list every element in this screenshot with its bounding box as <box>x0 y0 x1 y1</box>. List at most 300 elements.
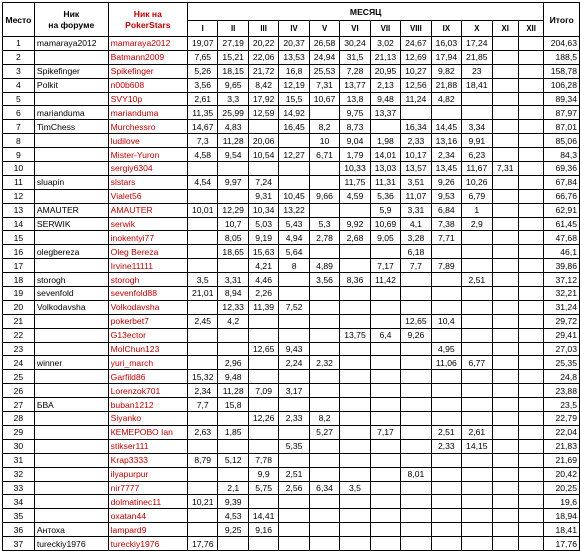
month-value-cell: 11,31 <box>370 175 400 189</box>
month-value-cell: 21,13 <box>370 50 400 64</box>
month-value-cell: 10,45 <box>279 189 309 203</box>
header-pokerstars-nick <box>108 3 187 37</box>
month-value-cell <box>340 509 370 523</box>
month-value-cell <box>309 175 339 189</box>
month-value-cell <box>431 370 461 384</box>
month-value-cell <box>431 467 461 481</box>
month-value-cell <box>492 328 518 342</box>
month-value-cell: 13,03 <box>370 162 400 176</box>
month-value-cell: 4,58 <box>188 148 218 162</box>
forum-nick-cell <box>34 509 108 523</box>
forum-nick-cell: mamaraya2012 <box>34 37 108 51</box>
month-value-cell: 2,33 <box>279 412 309 426</box>
month-value-cell: 7,52 <box>279 300 309 314</box>
month-value-cell: 1 <box>462 203 492 217</box>
month-value-cell <box>518 287 544 301</box>
month-value-cell <box>401 287 431 301</box>
month-value-cell <box>518 203 544 217</box>
place-cell: 37 <box>3 537 35 551</box>
place-cell: 25 <box>3 370 35 384</box>
month-value-cell <box>309 106 339 120</box>
month-value-cell: 15,63 <box>248 245 278 259</box>
month-value-cell: 21,01 <box>188 287 218 301</box>
pokerstars-nick-cell: yuri_march <box>108 356 187 370</box>
month-value-cell <box>279 453 309 467</box>
table-row <box>3 217 580 231</box>
month-value-cell <box>462 453 492 467</box>
month-value-cell <box>518 453 544 467</box>
month-value-cell: 25,53 <box>309 64 339 78</box>
month-value-cell: 9,48 <box>218 370 248 384</box>
month-value-cell <box>340 203 370 217</box>
month-value-cell <box>370 300 400 314</box>
pokerstars-nick-cell: stikser111 <box>108 439 187 453</box>
total-cell: 23,5 <box>544 398 580 412</box>
place-cell: 21 <box>3 314 35 328</box>
month-value-cell: 8,2 <box>309 120 339 134</box>
month-value-cell: 5,36 <box>370 189 400 203</box>
month-value-cell: 12,65 <box>248 342 278 356</box>
month-value-cell: 4,54 <box>188 175 218 189</box>
month-value-cell: 15,5 <box>279 92 309 106</box>
month-value-cell: 20,37 <box>279 37 309 51</box>
month-value-cell: 5,35 <box>279 439 309 453</box>
total-cell: 87,01 <box>544 120 580 134</box>
month-value-cell <box>309 162 339 176</box>
month-value-cell: 9,48 <box>370 92 400 106</box>
month-value-cell <box>188 231 218 245</box>
place-cell: 28 <box>3 412 35 426</box>
month-value-cell <box>218 259 248 273</box>
pokerstars-nick-cell: serwik <box>108 217 187 231</box>
month-value-cell: 21,88 <box>431 78 461 92</box>
month-value-cell: 2,61 <box>462 425 492 439</box>
table-row <box>3 453 580 467</box>
month-value-cell: 2,78 <box>309 231 339 245</box>
month-value-cell <box>401 523 431 537</box>
month-value-cell <box>401 439 431 453</box>
header-month-5: V <box>309 21 339 37</box>
month-value-cell: 10,34 <box>248 203 278 217</box>
month-value-cell <box>401 453 431 467</box>
total-cell: 47,68 <box>544 231 580 245</box>
month-value-cell <box>492 231 518 245</box>
month-value-cell <box>188 342 218 356</box>
month-value-cell: 7,65 <box>188 50 218 64</box>
month-value-cell <box>279 134 309 148</box>
month-value-cell <box>492 300 518 314</box>
month-value-cell <box>462 259 492 273</box>
place-cell: 29 <box>3 425 35 439</box>
forum-nick-cell <box>34 314 108 328</box>
month-value-cell: 3,02 <box>370 37 400 51</box>
month-value-cell <box>309 370 339 384</box>
month-value-cell: 16,45 <box>279 120 309 134</box>
table-row <box>3 384 580 398</box>
month-value-cell: 2,26 <box>248 287 278 301</box>
header-forum-nick <box>34 3 108 37</box>
month-value-cell <box>492 189 518 203</box>
month-value-cell <box>431 245 461 259</box>
table-row <box>3 120 580 134</box>
month-value-cell: 4,59 <box>340 189 370 203</box>
month-value-cell <box>462 537 492 551</box>
month-value-cell <box>248 314 278 328</box>
table-row <box>3 134 580 148</box>
forum-nick-cell <box>34 481 108 495</box>
total-cell: 84,3 <box>544 148 580 162</box>
forum-nick-cell: Polkit <box>34 78 108 92</box>
month-value-cell <box>340 495 370 509</box>
month-value-cell <box>492 64 518 78</box>
header-month-3: III <box>248 21 278 37</box>
table-row <box>3 64 580 78</box>
table-row <box>3 495 580 509</box>
month-value-cell: 2,34 <box>431 148 461 162</box>
place-cell: 22 <box>3 328 35 342</box>
month-value-cell: 14,01 <box>370 148 400 162</box>
month-value-cell <box>492 509 518 523</box>
place-cell: 26 <box>3 384 35 398</box>
month-value-cell: 10,01 <box>188 203 218 217</box>
month-value-cell: 10,67 <box>309 92 339 106</box>
total-cell: 32,21 <box>544 287 580 301</box>
month-value-cell: 9,26 <box>401 328 431 342</box>
forum-nick-cell <box>34 370 108 384</box>
month-value-cell: 13,57 <box>401 162 431 176</box>
month-value-cell <box>462 245 492 259</box>
month-value-cell <box>340 356 370 370</box>
month-value-cell <box>492 384 518 398</box>
month-value-cell <box>309 453 339 467</box>
month-value-cell: 25,99 <box>218 106 248 120</box>
month-value-cell: 4,21 <box>248 259 278 273</box>
forum-nick-cell <box>34 148 108 162</box>
month-value-cell <box>340 398 370 412</box>
month-value-cell <box>340 370 370 384</box>
month-value-cell <box>462 287 492 301</box>
pokerstars-nick-cell: marianduma <box>108 106 187 120</box>
month-value-cell <box>370 509 400 523</box>
month-value-cell: 2,24 <box>279 356 309 370</box>
month-value-cell <box>462 495 492 509</box>
month-value-cell <box>279 537 309 551</box>
month-value-cell: 9,05 <box>370 231 400 245</box>
forum-nick-cell: sevenfold <box>34 287 108 301</box>
month-value-cell: 3,31 <box>218 273 248 287</box>
month-value-cell: 2,51 <box>431 425 461 439</box>
month-value-cell: 30,24 <box>340 37 370 51</box>
month-value-cell <box>462 328 492 342</box>
month-value-cell: 4,94 <box>279 231 309 245</box>
table-row <box>3 439 580 453</box>
total-cell: 87,97 <box>544 106 580 120</box>
month-value-cell: 2,13 <box>370 78 400 92</box>
month-value-cell: 13,45 <box>431 162 461 176</box>
month-value-cell: 2,32 <box>309 356 339 370</box>
month-value-cell: 1,98 <box>370 134 400 148</box>
place-cell: 24 <box>3 356 35 370</box>
month-value-cell <box>188 481 218 495</box>
month-value-cell <box>218 162 248 176</box>
month-value-cell <box>248 162 278 176</box>
month-value-cell <box>518 300 544 314</box>
month-value-cell <box>431 328 461 342</box>
month-value-cell: 8,01 <box>401 467 431 481</box>
table-row <box>3 175 580 189</box>
month-value-cell: 18,41 <box>462 78 492 92</box>
month-value-cell <box>340 523 370 537</box>
pokerstars-nick-cell: sevenfold88 <box>108 287 187 301</box>
month-value-cell: 6,84 <box>431 203 461 217</box>
month-value-cell: 24,67 <box>401 37 431 51</box>
month-value-cell: 12,26 <box>248 412 278 426</box>
month-value-cell: 9,31 <box>248 189 278 203</box>
month-value-cell: 15,21 <box>218 50 248 64</box>
month-value-cell: 2,34 <box>188 384 218 398</box>
month-value-cell: 5,26 <box>188 64 218 78</box>
pokerstars-nick-cell: ilyapurpur <box>108 467 187 481</box>
place-cell: 27 <box>3 398 35 412</box>
month-value-cell <box>248 439 278 453</box>
month-value-cell <box>401 384 431 398</box>
table-row <box>3 398 580 412</box>
month-value-cell <box>492 259 518 273</box>
table-row <box>3 189 580 203</box>
header-place: Место <box>3 3 35 37</box>
month-value-cell: 2,33 <box>401 134 431 148</box>
month-value-cell <box>188 217 218 231</box>
table-row <box>3 259 580 273</box>
month-value-cell <box>309 537 339 551</box>
month-value-cell <box>279 398 309 412</box>
month-value-cell <box>279 509 309 523</box>
forum-nick-cell <box>34 231 108 245</box>
month-value-cell: 5,3 <box>309 217 339 231</box>
month-value-cell: 23 <box>462 64 492 78</box>
month-value-cell <box>518 273 544 287</box>
place-cell: 32 <box>3 467 35 481</box>
forum-nick-cell: olegbereza <box>34 245 108 259</box>
total-cell: 23,88 <box>544 384 580 398</box>
month-value-cell <box>431 300 461 314</box>
month-value-cell <box>492 245 518 259</box>
month-value-cell <box>518 495 544 509</box>
total-cell: 18,41 <box>544 523 580 537</box>
month-value-cell <box>401 537 431 551</box>
month-value-cell: 11,75 <box>340 175 370 189</box>
month-value-cell: 4,2 <box>218 314 248 328</box>
pokerstars-nick-cell: Oleg Bereza <box>108 245 187 259</box>
pokerstars-nick-cell: Batmann2009 <box>108 50 187 64</box>
month-value-cell <box>370 342 400 356</box>
month-value-cell <box>492 425 518 439</box>
month-value-cell <box>218 328 248 342</box>
month-value-cell <box>188 439 218 453</box>
month-value-cell <box>309 398 339 412</box>
month-value-cell <box>370 439 400 453</box>
month-value-cell: 2,51 <box>279 467 309 481</box>
month-value-cell <box>309 439 339 453</box>
month-value-cell <box>370 287 400 301</box>
pokerstars-nick-cell: AMAUTER <box>108 203 187 217</box>
month-value-cell <box>492 148 518 162</box>
table-row <box>3 314 580 328</box>
month-value-cell <box>518 231 544 245</box>
place-cell: 15 <box>3 231 35 245</box>
month-value-cell: 6,77 <box>462 356 492 370</box>
month-value-cell: 13,8 <box>340 92 370 106</box>
month-value-cell <box>462 523 492 537</box>
month-value-cell <box>188 356 218 370</box>
month-value-cell <box>188 328 218 342</box>
header-month-9: IX <box>431 21 461 37</box>
pokerstars-nick-cell: Volkodavsha <box>108 300 187 314</box>
pokerstars-nick-cell: Mister-Yuron <box>108 148 187 162</box>
table-row <box>3 245 580 259</box>
table-row <box>3 287 580 301</box>
pokerstars-nick-cell: Siyanko <box>108 412 187 426</box>
pokerstars-nick-cell: storogh <box>108 273 187 287</box>
month-value-cell <box>340 537 370 551</box>
month-value-cell: 14,15 <box>462 439 492 453</box>
pokerstars-nick-cell: Spikefinger <box>108 64 187 78</box>
month-value-cell: 8,2 <box>309 412 339 426</box>
month-value-cell <box>492 356 518 370</box>
month-value-cell: 11,28 <box>218 384 248 398</box>
place-cell: 31 <box>3 453 35 467</box>
month-value-cell <box>492 412 518 426</box>
month-value-cell: 5,03 <box>248 217 278 231</box>
month-value-cell: 3,5 <box>340 481 370 495</box>
month-value-cell: 7,31 <box>492 162 518 176</box>
month-value-cell <box>279 314 309 328</box>
forum-nick-cell: marianduma <box>34 106 108 120</box>
month-value-cell <box>218 412 248 426</box>
month-value-cell <box>492 287 518 301</box>
place-cell: 9 <box>3 148 35 162</box>
month-value-cell <box>518 342 544 356</box>
month-value-cell <box>462 342 492 356</box>
month-value-cell <box>492 92 518 106</box>
table-row <box>3 328 580 342</box>
month-value-cell <box>370 481 400 495</box>
pokerstars-nick-cell: lampard9 <box>108 523 187 537</box>
place-cell: 1 <box>3 37 35 51</box>
total-cell: 188,5 <box>544 50 580 64</box>
table-row <box>3 523 580 537</box>
month-value-cell: 13,22 <box>279 203 309 217</box>
month-value-cell: 15,32 <box>188 370 218 384</box>
forum-nick-cell <box>34 328 108 342</box>
month-value-cell: 5,12 <box>218 453 248 467</box>
month-value-cell <box>340 412 370 426</box>
month-value-cell <box>518 481 544 495</box>
month-value-cell: 6,79 <box>462 189 492 203</box>
month-value-cell <box>492 523 518 537</box>
month-value-cell <box>340 467 370 481</box>
table-row <box>3 78 580 92</box>
month-value-cell <box>518 245 544 259</box>
month-value-cell: 9,75 <box>340 106 370 120</box>
forum-nick-cell <box>34 342 108 356</box>
month-value-cell: 14,45 <box>431 120 461 134</box>
pokerstars-nick-cell: Murchessro <box>108 120 187 134</box>
month-value-cell: 9,91 <box>462 134 492 148</box>
table-row <box>3 273 580 287</box>
month-value-cell <box>492 342 518 356</box>
month-value-cell <box>309 467 339 481</box>
total-cell: 89,34 <box>544 92 580 106</box>
month-value-cell: 7,38 <box>431 217 461 231</box>
table-row <box>3 106 580 120</box>
month-value-cell: 2,56 <box>279 481 309 495</box>
pokerstars-nick-cell: pokerbet7 <box>108 314 187 328</box>
month-value-cell <box>492 134 518 148</box>
month-value-cell: 9,9 <box>248 467 278 481</box>
month-value-cell <box>279 273 309 287</box>
table-row <box>3 203 580 217</box>
month-value-cell: 4,46 <box>248 273 278 287</box>
header-month-7: VII <box>370 21 400 37</box>
month-value-cell <box>462 314 492 328</box>
month-value-cell <box>492 78 518 92</box>
month-value-cell <box>279 425 309 439</box>
month-value-cell <box>492 273 518 287</box>
month-value-cell: 12,33 <box>218 300 248 314</box>
month-value-cell: 8,73 <box>340 120 370 134</box>
place-cell: 10 <box>3 162 35 176</box>
month-value-cell <box>518 328 544 342</box>
month-value-cell: 7,7 <box>401 259 431 273</box>
month-value-cell <box>188 259 218 273</box>
month-value-cell: 10,7 <box>218 217 248 231</box>
month-value-cell: 10,26 <box>462 175 492 189</box>
month-value-cell: 12,19 <box>279 78 309 92</box>
month-value-cell <box>309 523 339 537</box>
month-value-cell: 2,51 <box>462 273 492 287</box>
month-value-cell <box>401 425 431 439</box>
results-table <box>2 2 580 551</box>
month-value-cell: 21,72 <box>248 64 278 78</box>
place-cell: 2 <box>3 50 35 64</box>
pokerstars-nick-cell: SVY10p <box>108 92 187 106</box>
month-value-cell <box>518 398 544 412</box>
table-row <box>3 425 580 439</box>
place-cell: 13 <box>3 203 35 217</box>
total-cell: 37,12 <box>544 273 580 287</box>
month-value-cell <box>248 328 278 342</box>
month-value-cell <box>492 50 518 64</box>
month-value-cell <box>431 287 461 301</box>
pokerstars-nick-cell: inokentyi77 <box>108 231 187 245</box>
month-value-cell: 13,53 <box>279 50 309 64</box>
month-value-cell <box>370 495 400 509</box>
table-row <box>3 148 580 162</box>
place-cell: 16 <box>3 245 35 259</box>
month-value-cell <box>188 412 218 426</box>
forum-nick-cell: TimChess <box>34 120 108 134</box>
month-value-cell: 8,05 <box>218 231 248 245</box>
month-value-cell: 8,42 <box>248 78 278 92</box>
month-value-cell: 24,94 <box>309 50 339 64</box>
forum-nick-cell: Volkodavsha <box>34 300 108 314</box>
month-value-cell: 12,59 <box>248 106 278 120</box>
place-cell: 35 <box>3 509 35 523</box>
month-value-cell: 10,21 <box>188 495 218 509</box>
total-cell: 39,86 <box>544 259 580 273</box>
results-table-container <box>2 2 580 551</box>
